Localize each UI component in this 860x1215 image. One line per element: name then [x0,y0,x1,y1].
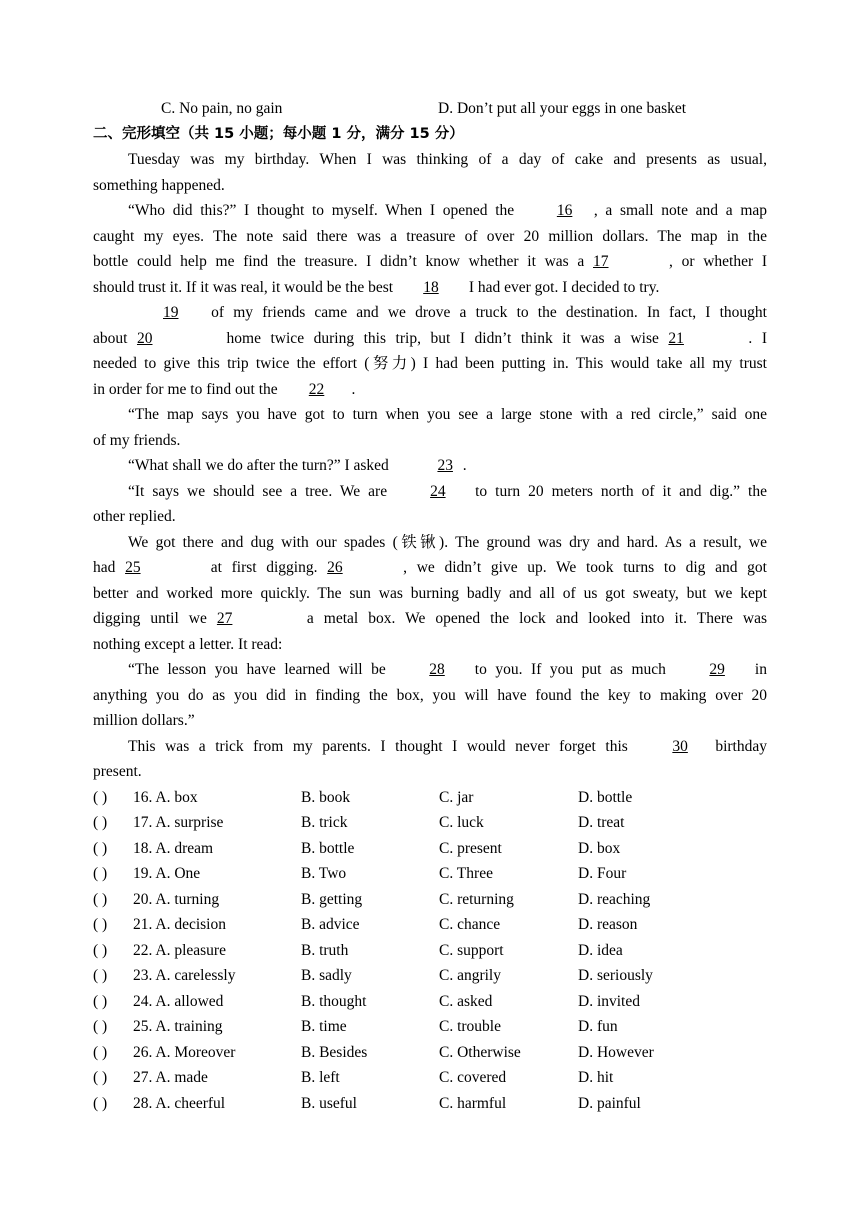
option-a: 21. A. decision [133,916,226,933]
passage-line [93,606,767,632]
blank-19: 19 [163,304,179,321]
passage-line [93,377,767,403]
answer-paren: ( ) [93,1094,108,1112]
option-b: B. useful [301,1094,357,1112]
passage-line: needed to give this trip twice the effort (努力) I had been putting in. This would take all my trust [93,355,767,372]
passage-line: caught my eyes. The note said there was a treasure of over 20 million dollars. The map in the [93,227,767,245]
option-d: D. invited [578,992,640,1010]
blank-23: 23 [437,457,453,474]
text: . [351,380,356,398]
option-d: D. However [578,1043,654,1061]
text: about [93,329,137,347]
text: to you. If you put as much [466,661,675,678]
text: “What shall we do after the turn?” I asked [128,457,393,474]
passage-line [93,326,767,352]
answer-paren: ( ) [93,916,108,933]
question-row [93,785,767,811]
blank-21: 21 [668,329,684,347]
option-b: B. bottle [301,839,355,857]
option-c: C. asked [439,992,493,1010]
option-c: C. Three [439,865,493,882]
option-a: 28. A. cheerful [133,1094,226,1112]
text: , or whether I [669,253,767,270]
option-b: B. time [301,1018,347,1035]
passage-line [93,453,767,479]
text: at first digging. [201,559,328,576]
passage-line: of my friends. [93,431,181,449]
option-c: C. luck [439,814,484,831]
option-b: B. getting [301,890,363,908]
passage-line [93,249,767,275]
passage-line: million dollars.” [93,712,195,729]
answer-paren: ( ) [93,814,108,831]
option-c: C. angrily [439,967,501,984]
content [93,96,767,1116]
option-c: C. present [439,839,502,857]
answer-paren: ( ) [93,1043,108,1061]
option-c: C. trouble [439,1018,501,1035]
text: should trust it. If it was real, it would be the best [93,278,397,296]
option-a: 27. A. made [133,1069,208,1086]
option-c: C. chance [439,916,501,933]
text: in [746,661,767,678]
answer-paren: ( ) [93,839,108,857]
question-row [93,836,767,862]
passage-line [93,657,767,683]
passage-line [93,300,767,326]
text: “The lesson you have learned will be [128,661,395,678]
blank-29: 29 [709,661,725,678]
option-d: D. treat [578,814,625,831]
option-a: 20. A. turning [133,890,220,908]
option-b: B. advice [301,916,360,933]
passage-line [93,275,767,301]
option-b: B. thought [301,992,367,1010]
option-a: 22. A. pleasure [133,941,226,959]
text: a metal box. We opened the lock and looked into it. There was [296,610,768,627]
option-c: C. harmful [439,1094,507,1112]
previous-question-options [93,96,767,122]
text: “It says we should see a tree. We are [128,482,396,500]
option-b: B. sadly [301,967,352,984]
option-a: 19. A. One [133,865,201,882]
answer-paren: ( ) [93,1069,108,1086]
passage-line: something happened. [93,176,225,194]
option-d: D. fun [578,1018,618,1035]
answer-paren: ( ) [93,788,108,806]
question-row [93,861,767,887]
passage-line: We got there and dug with our spades (铁锹). The ground was dry and hard. As a result, we [128,533,767,551]
text: of my friends came and we drove a truck to the destination. In fact, I thought [202,304,767,321]
passage-line [93,479,767,505]
option-a: 18. A. dream [133,839,214,857]
option-d: D. Don’t put all your eggs in one basket [438,100,687,117]
passage-line: nothing except a letter. It read: [93,635,283,653]
question-row [93,938,767,964]
answer-paren: ( ) [93,967,108,984]
blank-24: 24 [430,482,446,500]
question-row [93,1091,767,1117]
option-d: D. Four [578,865,627,882]
option-c: C. Otherwise [439,1043,521,1061]
option-d: D. reaching [578,890,651,908]
passage-line [93,555,767,581]
question-list [93,785,767,1117]
text: , we didn’t give up. We took turns to dig and got [403,559,767,576]
option-d: D. seriously [578,967,653,984]
question-row [93,912,767,938]
option-a: 26. A. Moreover [133,1043,236,1061]
option-b: B. left [301,1069,340,1086]
question-row [93,989,767,1015]
option-b: B. Besides [301,1043,368,1061]
passage-line: present. [93,763,142,780]
blank-18: 18 [423,278,439,296]
text: in order for me to find out the [93,380,282,398]
answer-paren: ( ) [93,865,108,882]
option-d: D. idea [578,941,623,959]
passage-line [93,198,767,224]
passage-line: anything you do as you did in finding the box, you will have found the key to making over 20 [93,686,767,704]
text: digging until we [93,610,217,627]
passage-line: “The map says you have got to turn when you see a large stone with a red circle,” said one [128,406,767,423]
blank-16: 16 [556,202,573,219]
text: . [462,457,467,474]
option-c: C. No pain, no gain [161,100,283,117]
text: had [93,559,126,576]
option-b: B. Two [301,865,347,882]
option-d: D. painful [578,1094,641,1112]
text: bottle could help me find the treasure. I didn’t know whether it was a [93,253,593,270]
answer-paren: ( ) [93,890,108,908]
passage-line [93,734,767,760]
blank-20: 20 [136,329,153,347]
text: to turn 20 meters north of it and dig.” the [467,482,767,500]
option-b: B. trick [301,814,348,831]
option-c: C. covered [439,1069,507,1086]
question-row [93,887,767,913]
option-a: 16. A. box [133,788,198,806]
text: . I [748,329,767,347]
answer-paren: ( ) [93,992,108,1010]
option-a: 23. A. carelessly [133,967,236,984]
option-d: D. reason [578,916,638,933]
text: This was a trick from my parents. I thought I would never forget this [128,737,638,755]
question-row [93,1014,767,1040]
answer-paren: ( ) [93,941,108,959]
question-row [93,810,767,836]
passage-line: other replied. [93,508,176,525]
blank-28: 28 [429,661,445,678]
question-row [93,1065,767,1091]
option-d: D. hit [578,1069,614,1086]
option-c: C. support [439,941,504,959]
option-a: 24. A. allowed [133,992,224,1010]
blank-30: 30 [672,737,688,755]
option-d: D. bottle [578,788,633,806]
text: birthday [715,737,767,755]
option-a: 17. A. surprise [133,814,224,831]
blank-22: 22 [308,380,325,398]
passage-line: Tuesday was my birthday. When I was thinking of a day of cake and presents as usual, [128,151,767,168]
passage-line: better and worked more quickly. The sun was burning badly and all of us got sweaty, but we kept [93,584,767,602]
text: “Who did this?” I thought to myself. When I opened the [128,202,522,219]
blank-26: 26 [327,559,343,576]
option-d: D. box [578,839,621,857]
question-row [93,963,767,989]
blank-27: 27 [216,610,233,627]
option-c: C. jar [439,788,474,806]
text: I had ever got. I decided to try. [464,278,660,296]
question-row [93,1040,767,1066]
text: , a small note and a map [593,202,768,219]
blank-17: 17 [593,253,609,270]
option-b: B. book [301,788,351,806]
answer-paren: ( ) [93,1018,108,1035]
text: home twice during this trip, but I didn’t think it was a wise [216,329,669,347]
option-a: 25. A. training [133,1018,223,1035]
blank-25: 25 [125,559,141,576]
option-c: C. returning [439,890,514,908]
section-title: 二、完形填空（共 15 小题；每小题 1 分，满分 15 分） [93,125,464,142]
option-b: B. truth [301,941,349,959]
